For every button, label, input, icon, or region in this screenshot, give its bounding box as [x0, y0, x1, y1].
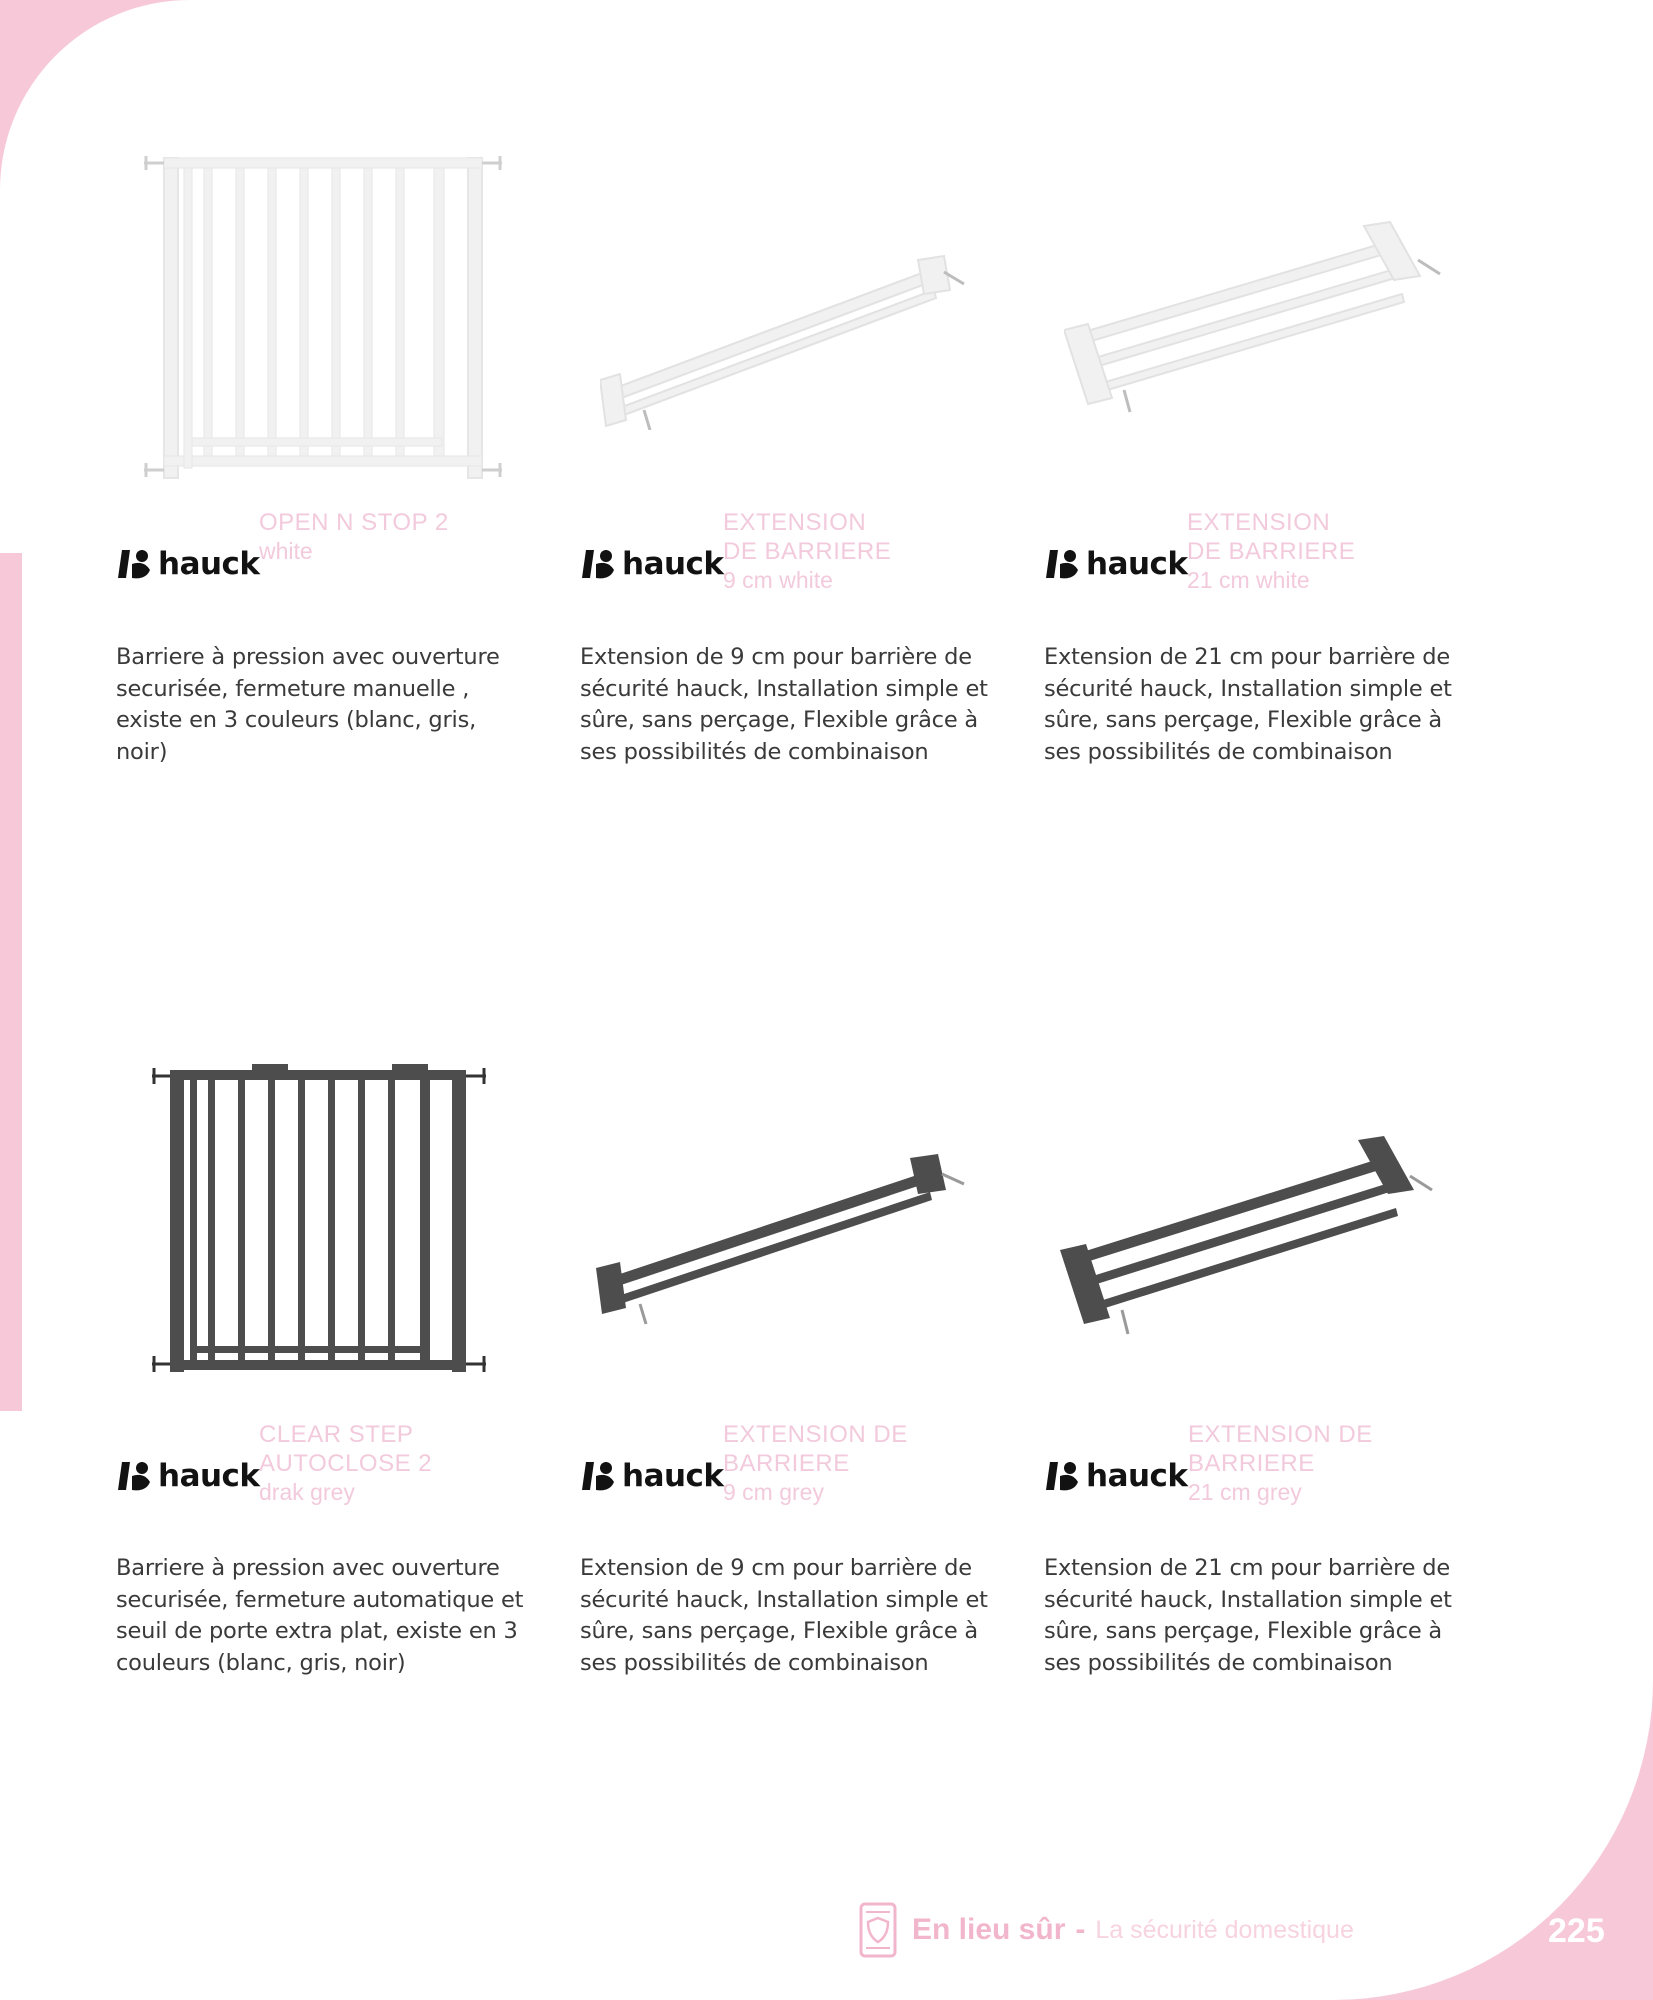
hauck-logo-icon	[580, 1456, 620, 1496]
hauck-logo: hauck	[580, 1454, 724, 1498]
product-image-gate-grey	[152, 1064, 492, 1389]
product-description: Extension de 9 cm pour barrière de sécurité hauck, Installation simple et sûre, sans perçage, Flexible grâce à ses possibilités de combinaison	[580, 1555, 988, 1676]
product-image-extension-9cm-white	[600, 250, 970, 435]
page-footer	[858, 1900, 1354, 1960]
hauck-logo: hauck	[1044, 542, 1188, 586]
product-description: Extension de 21 cm pour barrière de sécurité hauck, Installation simple et sûre, sans perçage, Flexible grâce à ses possibilités de combinaison	[1044, 644, 1452, 765]
hauck-logo: hauck	[116, 542, 260, 586]
page-number: 225	[1548, 1912, 1605, 1950]
hauck-logo-icon	[580, 544, 620, 584]
hauck-logo: hauck	[116, 1454, 260, 1498]
hauck-logo: hauck	[1044, 1454, 1188, 1498]
brand-row	[580, 508, 1000, 598]
product-image-extension-21cm-white	[1064, 220, 1444, 425]
product-image-extension-9cm-grey	[596, 1146, 976, 1331]
hauck-logo-icon	[116, 544, 156, 584]
product-description: Barriere à pression avec ouverture securisée, fermeture automatique et seuil de porte extra plat, existe en 3 couleurs (blanc, gris, noir)	[116, 1555, 524, 1676]
title-separator: -	[1075, 1913, 1086, 1946]
hauck-logo-icon	[116, 1456, 156, 1496]
product-image-gate-white	[144, 148, 504, 493]
product-name: EXTENSION DE BARRIERE 9 cm grey	[723, 1421, 908, 1505]
product-description: Extension de 9 cm pour barrière de sécurité hauck, Installation simple et sûre, sans perçage, Flexible grâce à ses possibilités de combinaison	[580, 644, 988, 765]
hauck-logo-icon	[1044, 1456, 1084, 1496]
section-subtitle: La sécurité domestique	[1095, 1915, 1354, 1944]
hauck-logo: hauck	[580, 542, 724, 586]
product-name: EXTENSION DE BARRIERE 9 cm white	[723, 509, 892, 593]
phone-shield-icon	[858, 1902, 898, 1958]
hauck-logo-icon	[1044, 544, 1084, 584]
section-title: En lieu sûr	[912, 1913, 1066, 1946]
product-name: EXTENSION DE BARRIERE 21 cm white	[1187, 509, 1356, 593]
brand-row	[116, 508, 536, 598]
product-name: OPEN N STOP 2 white	[259, 509, 449, 564]
product-name: EXTENSION DE BARRIERE 21 cm grey	[1188, 1421, 1373, 1505]
brand-row	[580, 1420, 1000, 1510]
product-description: Extension de 21 cm pour barrière de sécurité hauck, Installation simple et sûre, sans perçage, Flexible grâce à ses possibilités de combinaison	[1044, 1555, 1452, 1676]
product-description: Barriere à pression avec ouverture securisée, fermeture manuelle , existe en 3 couleurs (blanc, gris, noir)	[116, 644, 500, 765]
brand-row	[116, 1420, 536, 1510]
brand-row	[1044, 1420, 1464, 1510]
product-image-extension-21cm-grey	[1060, 1130, 1440, 1345]
pink-side-strip	[0, 553, 22, 1411]
product-name: CLEAR STEP AUTOCLOSE 2 drak grey	[259, 1421, 433, 1505]
brand-row	[1044, 508, 1464, 598]
